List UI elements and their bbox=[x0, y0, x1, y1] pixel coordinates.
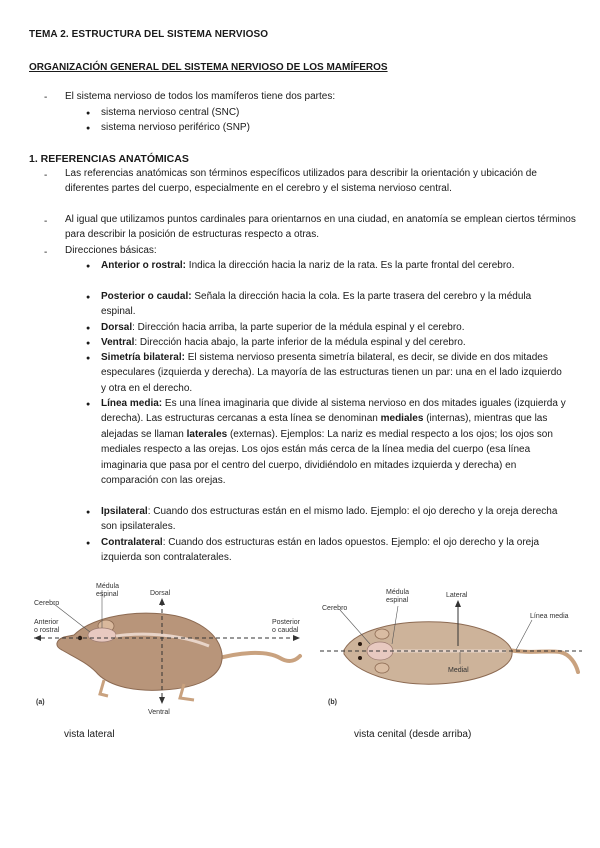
label-ocaudal: o caudal bbox=[272, 627, 299, 634]
term-text: Señala la dirección hacia la cola. Es la parte trasera del cerebro y la médula espinal. bbox=[101, 291, 532, 318]
rat-eye-left bbox=[358, 642, 362, 646]
section-subtitle: ORGANIZACIÓN GENERAL DEL SISTEMA NERVIOSO DE LOS MAMÍFEROS bbox=[29, 62, 388, 73]
term-posterior bbox=[101, 289, 567, 320]
label-medial: Medial bbox=[448, 667, 469, 674]
label-espinal: espinal bbox=[96, 591, 119, 598]
term-label: Anterior o rostral: bbox=[101, 260, 187, 271]
label-cerebro: Cerebro bbox=[322, 605, 348, 612]
bullet-marker: ● bbox=[86, 509, 91, 516]
figure-top-view bbox=[320, 580, 582, 720]
dash-marker: - bbox=[44, 216, 48, 227]
label-lateral: Lateral bbox=[446, 592, 468, 599]
label-ventral: Ventral bbox=[148, 709, 170, 716]
arrow-head-left bbox=[34, 635, 41, 641]
label-orostral: o rostral bbox=[34, 627, 60, 634]
term-laterales: laterales bbox=[186, 428, 228, 440]
leader-line bbox=[54, 604, 90, 632]
rat-tail bbox=[212, 653, 300, 661]
term-label: Ventral bbox=[101, 337, 135, 348]
label-posterior: Posterior bbox=[272, 619, 301, 626]
term-mediales: mediales bbox=[380, 413, 424, 425]
bullet-marker: ● bbox=[86, 340, 91, 347]
term-ipsilateral bbox=[101, 504, 567, 535]
rat-tail bbox=[508, 650, 578, 672]
section-heading: 1. REFERENCIAS ANATÓMICAS bbox=[29, 153, 189, 165]
figure-tag-a: (a) bbox=[36, 699, 45, 706]
term-contralateral bbox=[101, 535, 567, 566]
dash-marker: - bbox=[44, 247, 48, 258]
figure-lateral-view bbox=[34, 580, 304, 720]
rat-eye-right bbox=[358, 656, 362, 660]
term-text: (internas), mientras que las alejadas se llaman bbox=[101, 413, 548, 440]
paragraph-analogy: Al igual que utilizamos puntos cardinales para orientarnos en una ciudad, en anatomía se emplean ciertos términos para describir la posición de estructuras respecto a otras. bbox=[65, 214, 576, 241]
rat-front-leg bbox=[100, 680, 108, 696]
bullet-marker: ● bbox=[86, 294, 91, 301]
bullet-marker: ● bbox=[86, 540, 91, 547]
term-text: (externas). Ejemplos: La nariz es medial respecto a los ojos; los ojos son mediales respecto a las orejas. Los ojos están más cerca de la línea media del cuerpo (esa línea imaginaria que pasa por el centro del cuerpo, dividiéndolo en mitades izquierda y derecha) en comparación con las orejas. bbox=[101, 428, 553, 487]
arrow-head-right bbox=[293, 635, 300, 641]
intro-line: El sistema nervioso de todos los mamíferos tiene dos partes: bbox=[65, 91, 336, 102]
arrow-head-up bbox=[455, 600, 461, 607]
arrow-head-up bbox=[159, 598, 165, 605]
term-text: Es una línea imaginaria que divide al sistema nervioso en dos mitades iguales (izquierda y derecha). Las estructuras cercanas a esta línea se denominan bbox=[101, 398, 566, 425]
label-linea-media: Línea media bbox=[530, 613, 569, 620]
bullet-marker: ● bbox=[86, 355, 91, 362]
term-dorsal bbox=[101, 320, 567, 335]
label-dorsal: Dorsal bbox=[150, 590, 171, 597]
rat-ear-right bbox=[375, 663, 389, 673]
paragraph-directions: Direcciones básicas: bbox=[65, 245, 157, 256]
caption-lateral: vista lateral bbox=[64, 729, 115, 740]
term-ventral bbox=[101, 335, 567, 350]
term-text: : Dirección hacia arriba, la parte superior de la médula espinal y el cerebro. bbox=[132, 322, 465, 333]
label-anterior: Anterior bbox=[34, 619, 59, 626]
document-title: TEMA 2. ESTRUCTURA DEL SISTEMA NERVIOSO bbox=[29, 29, 269, 40]
rat-ear-left bbox=[375, 629, 389, 639]
intro-part-snp: sistema nervioso periférico (SNP) bbox=[101, 122, 250, 133]
label-medula: Médula bbox=[386, 589, 409, 596]
rat-body bbox=[57, 613, 222, 690]
label-medula: Médula bbox=[96, 583, 119, 590]
bullet-marker: ● bbox=[86, 401, 91, 408]
dash-marker: - bbox=[44, 92, 48, 103]
caption-cenital: vista cenital (desde arriba) bbox=[354, 729, 472, 740]
leader-line bbox=[516, 620, 532, 650]
term-label: Ipsilateral bbox=[101, 506, 148, 517]
term-label: Línea media: bbox=[101, 398, 163, 409]
term-label: Posterior o caudal: bbox=[101, 291, 192, 302]
label-cerebro: Cerebro bbox=[34, 600, 60, 607]
bullet-marker: ● bbox=[86, 110, 91, 117]
term-text: : Dirección hacia abajo, la parte inferior de la médula espinal y del cerebro. bbox=[134, 337, 466, 348]
term-anterior bbox=[101, 258, 567, 273]
term-simetria bbox=[101, 350, 567, 396]
label-espinal: espinal bbox=[386, 597, 409, 604]
term-label: Contralateral bbox=[101, 537, 163, 548]
bullet-marker: ● bbox=[86, 263, 91, 270]
term-text: : Cuando dos estructuras están en lados opuestos. Ejemplo: el ojo derecho y la oreja izquierda son contralaterales. bbox=[101, 537, 540, 564]
brain-shape bbox=[88, 628, 116, 642]
term-linea-media bbox=[101, 396, 567, 488]
paragraph-definition: Las referencias anatómicas son términos específicos utilizados para describir la orientación y ubicación de diferentes partes del cuerpo, especialmente en el cerebro y el sistema nervioso central. bbox=[65, 168, 537, 195]
dash-marker: - bbox=[44, 170, 48, 181]
intro-part-snc: sistema nervioso central (SNC) bbox=[101, 107, 240, 118]
term-text: Indica la dirección hacia la nariz de la rata. Es la parte frontal del cerebro. bbox=[186, 260, 515, 271]
bullet-marker: ● bbox=[86, 325, 91, 332]
term-label: Dorsal bbox=[101, 322, 133, 333]
term-text: : Cuando dos estructuras están en el mismo lado. Ejemplo: el ojo derecho y la oreja derecha son ipsilaterales. bbox=[101, 506, 558, 533]
arrow-head-down bbox=[159, 697, 165, 704]
bullet-marker: ● bbox=[86, 125, 91, 132]
term-text: El sistema nervioso presenta simetría bilateral, es decir, se divide en dos mitades especulares (izquierda y derecha). La mayoría de las estructuras tienen un par: una en el lado izquierdo y otra en el derecho. bbox=[101, 352, 562, 394]
figure-tag-b: (b) bbox=[328, 699, 337, 706]
term-label: Simetría bilateral: bbox=[101, 352, 185, 363]
